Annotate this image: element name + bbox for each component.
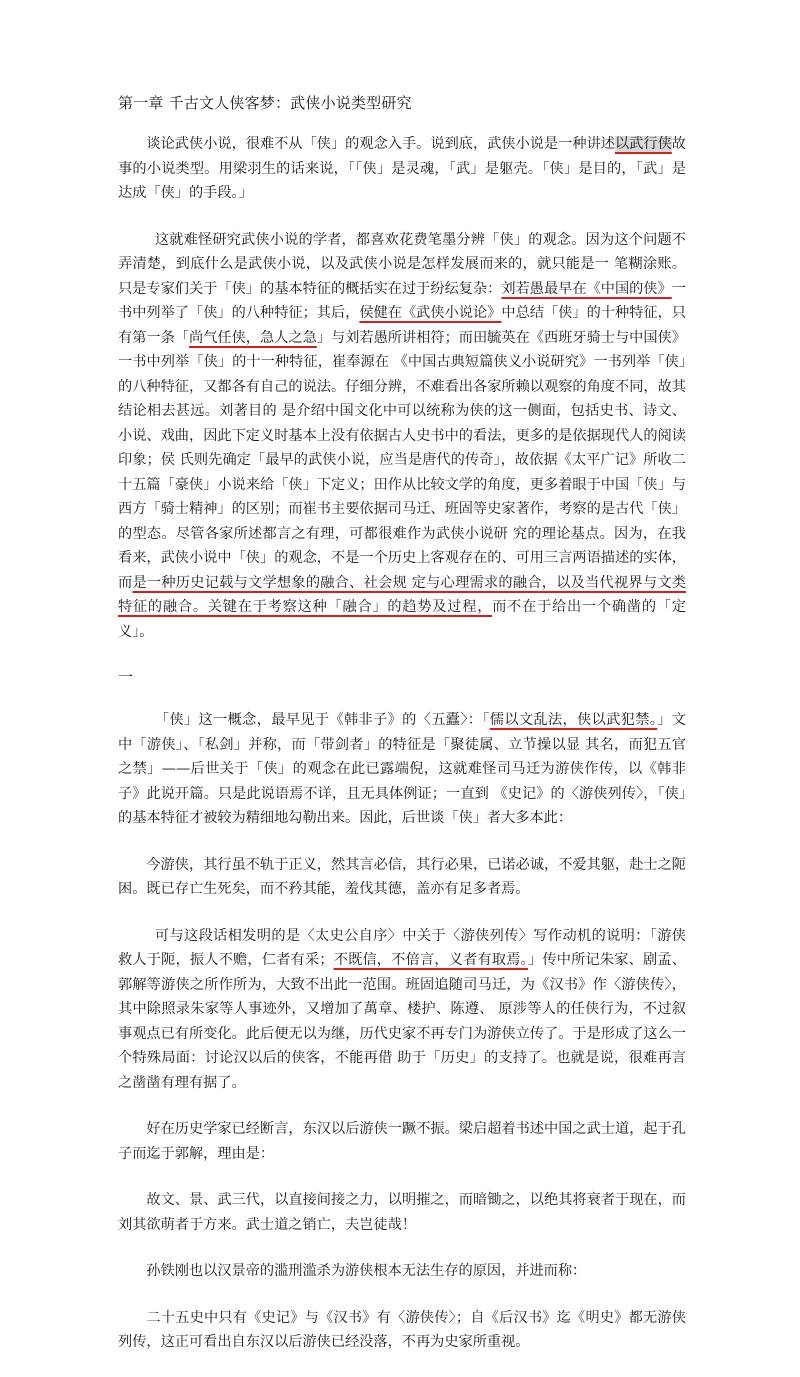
underlined-phrase: 尚气任侠，急人之急 <box>189 329 317 346</box>
underlined-phrase: 是一种历史记载与文学想象的融合、社会规 定与心理需求的融合，以及当代视界与文类特征的融合。关键在于考察这种「融合」的趋势及过程， <box>118 574 686 615</box>
chapter-title: 第一章 千古文人侠客梦：武侠小说类型研究 <box>118 94 412 112</box>
block-quote-2: 故文、景、武三代，以直接间接之力，以明摧之，而暗锄之，以绝其将衰者于现在，而刘其欲萌者于方来。武士道之销亡，夫岂徒哉！ <box>118 1192 686 1233</box>
text-run: 」文中「游侠」、「私剑」并称，而「带剑者」的特征是「聚徒属、立节操以显 其名，而犯五官之禁」——后世关于「侠」的观念在此已露端倪，这就难怪司马迁为游侠作传，以《韩非子》此说开篇。只是此说语焉不详，且无具体例证；一直到 《史记》的〈游侠列传〉，「侠」的基本特征才被较为精细地勾勒出来。因此，后世谈「侠」者大多本此： <box>118 712 686 826</box>
highlighted-phrase: 以武行侠 <box>614 136 672 152</box>
paragraph-3 <box>118 708 686 831</box>
paragraph-4 <box>118 924 686 1096</box>
text-run: 「侠」这一概念，最早见于《韩非子》的〈五蠹〉：「 <box>154 712 490 728</box>
text-run: 可与这段话相发明的是〈太史公自序〉中关于〈游侠列传〉写作动机的说明：「游侠救人于阨，振人不赡，仁者有采； <box>118 927 686 968</box>
paragraph-1 <box>118 132 686 206</box>
text-run: 」与刘若愚所讲相符；而田毓英在《西班牙骑士与中国侠》一书中列举「侠」的十一种特征，崔奉源在 《中国古典短篇侠义小说研究》一书列举「侠」的八种特征，又都各有自己的说法。仔细分辨，不难看出各家所赖以观察的角度不同，故其结论相去甚远。刘著目的 是介绍中国文化中可以统称为侠的这一侧面，包括史书、诗文、小说、戏曲，因此下定义时基本上没有依据古人史书中的看法，更多的是依据现代人的阅读印象；侯 氏则先确定「最早的武侠小说，应当是唐代的传奇」，故依据《太平广记》所收二十五篇「豪侠」小说来给「侠」下定义；田作从比较文学的角度，更多着眼于中国「侠」与西方「骑士精神」的区别；而崔书主要依据司马迁、班固等史家著作，考察的是古代「侠」的型态。尽管各家所述都言之有理，可都很难作为武侠小说研 究的理论基点。因为，在我看来，武侠小说中「侠」的观念，不是一个历史上客观存在的、可用三言两语描述的实体，而 <box>118 329 686 591</box>
text-run: 」传中所记朱家、剧孟、郭解等游侠之所作所为，大致不出此一范围。班固追随司马迁，为《汉书》作〈游侠传〉，其中除照录朱家等人事迹外，又增加了萬章、楼护、陈遵、 原涉等人的任侠行为，不过叙事观点已有所变化。此后便无以为继，历代史家不再专门为游侠立传了。于是形成了这么一个特殊局面：讨论汉以后的侠客，不能再借 助于「历史」的支持了。也就是说，很难再言之凿凿有理有据了。 <box>118 952 686 1091</box>
document-page <box>118 92 686 1377</box>
text-run: 一书中列举了「侠」的八种特征；其后， <box>118 280 686 321</box>
block-quote-1: 今游侠，其行虽不轨于正义，然其言必信，其行必果，已诺必诚，不爱其躯，赴士之阨困。既已存亡生死矣，而不矜其能，羞伐其德，盖亦有足多者焉。 <box>118 856 686 897</box>
text-run: 而不在于给出一个确凿的「定义」。 <box>118 599 686 640</box>
block-quote-3: 二十五史中只有《史记》与《汉书》有〈游侠传〉；自《后汉书》迄《明史》都无游侠列传，这正可看出自东汉以后游侠已经没落，不再为史家所重视。 <box>118 1309 686 1350</box>
paragraph-6: 孙铁刚也以汉景帝的滥刑滥杀为游侠根本无法生存的原因，并进而称： <box>146 1263 587 1279</box>
underlined-phrase: 刘若愚最早在《中国的侠》 <box>501 280 672 297</box>
paragraph-5: 好在历史学家已经断言，东汉以后游侠一蹶不振。梁启超着书述中国之武士道，起于孔子而迄于郭解，理由是： <box>118 1121 686 1162</box>
text-run: 这就难怪研究武侠小说的学者，都喜欢花费笔墨分辨「侠」的观念。因为这个问题不弄清楚，到底什么是武侠小说，以及武侠小说是怎样发展而来的，就只能是一 笔糊涂账。只是专家们关于「侠」的基本特征的概括实在过于纷纭复杂： <box>118 231 686 297</box>
paragraph-2 <box>118 228 686 645</box>
underlined-phrase: 儒以文乱法，侠以武犯禁。 <box>489 712 658 728</box>
underlined-phrase: 不既信，不倍言，义者有取焉。 <box>333 952 528 968</box>
text-run: 故事的小说类型。用梁羽生的话来说，「「侠」是灵魂，「武」是躯壳。「侠」是目的，「武」是达成「侠」的手段。」 <box>118 136 686 201</box>
section-number: 一 <box>118 668 134 686</box>
underlined-phrase: 侯健在《武侠小说论》 <box>359 305 502 321</box>
text-run: 中总结「侠」的十种特征，只有第一条「 <box>118 305 686 346</box>
text-run: 谈论武侠小说，很难不从「侠」的观念入手。说到底，武侠小说是一种讲述 <box>146 136 615 152</box>
